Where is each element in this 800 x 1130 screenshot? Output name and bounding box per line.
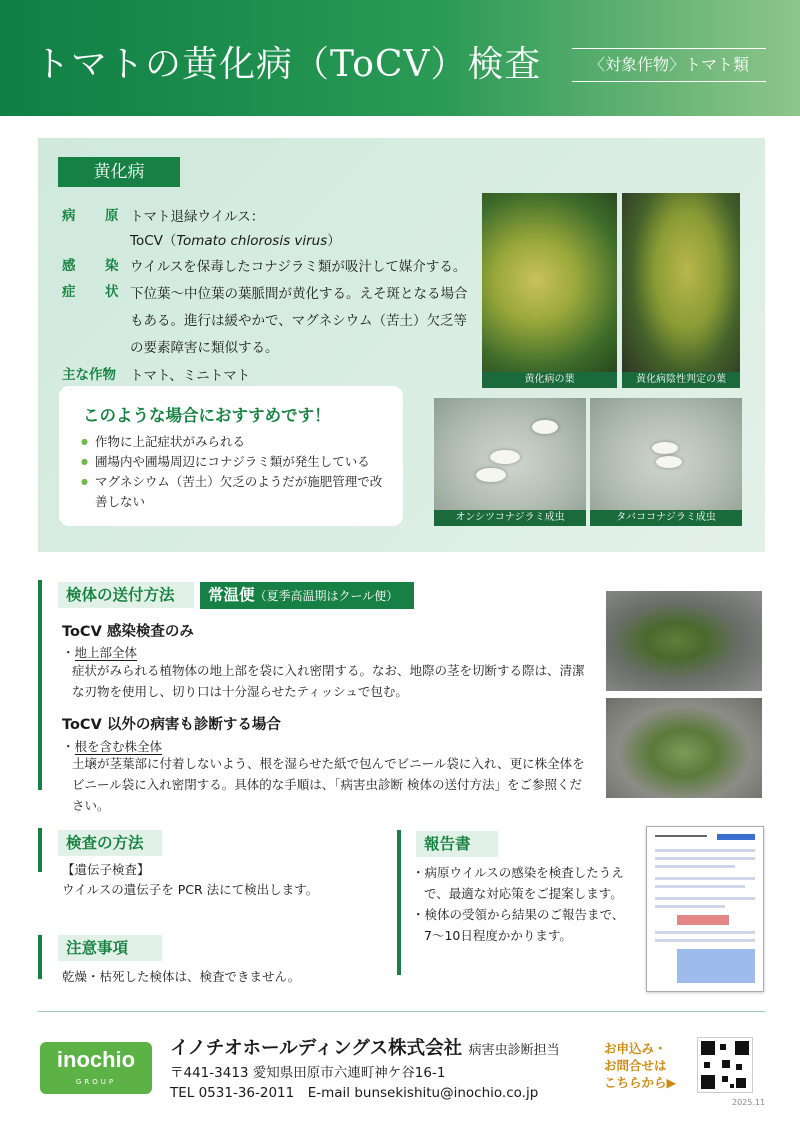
case2-subtitle: ・根を含む株全体 (62, 739, 163, 754)
disease-info-table (62, 205, 477, 390)
section-divider (38, 828, 42, 872)
cut-plant-photo (606, 591, 762, 691)
method-label: 検査の方法 (58, 830, 162, 856)
photo-caption: 黄化病陰性判定の葉 (622, 372, 740, 388)
method-text: ウイルスの遺伝子を PCR 法にて検出します。 (62, 882, 319, 897)
recommendation-box (59, 386, 403, 526)
logo-text: inochio (56, 1047, 136, 1072)
whitefly-shape (476, 468, 506, 482)
footer-divider (38, 1011, 765, 1012)
qr-code[interactable] (697, 1037, 753, 1093)
info-row-pathogen (62, 205, 477, 253)
info-value: ウイルスを保毒したコナジラミ類が吸汁して媒介する。 (130, 259, 467, 275)
photo-caption: タバココナジラミ成虫 (590, 510, 742, 526)
photo-caption: オンシツコナジラミ成虫 (434, 510, 586, 526)
info-label: 主な作物 (62, 367, 116, 383)
address-line: 〒441-3413 愛知県田原市六連町神ケ谷16-1 (170, 1065, 446, 1081)
recommendation-title: このような場合におすすめです！ (83, 406, 331, 425)
info-value: 下位葉〜中位葉の葉脈間が黄化する。えそ斑となる場合もある。進行は緩やかで、マグネシウム（苦土）欠乏等の要素障害に類似する。 (130, 286, 468, 356)
shipping-mode-main: 常温便 (208, 586, 255, 604)
report-label: 報告書 (416, 831, 498, 857)
info-label: 感 染 (62, 258, 127, 274)
yellowing-leaf-photo (482, 193, 617, 388)
disease-heading: 黄化病 (58, 157, 180, 187)
section-divider (38, 580, 42, 790)
company-title: イノチオホールディングス株式会社 (170, 1038, 463, 1059)
pathogen-name: トマト退緑ウイルス： (130, 209, 265, 225)
company-address (170, 1063, 538, 1103)
photo-caption: 黄化病の葉 (482, 372, 617, 388)
report-item: ・検体の受領から結果のご報告まで、7〜10日程度かかります。 (412, 907, 625, 943)
shipping-mode-note: （夏季高温期はクール便） (254, 589, 399, 603)
info-label: 病 原 (62, 208, 127, 224)
report-sample-image (646, 826, 764, 992)
inochio-logo (40, 1042, 152, 1094)
caution-text: 乾燥・枯死した検体は、検査できません。 (62, 969, 301, 984)
case1-subtitle: ・地上部全体 (62, 645, 138, 660)
whitefly-shape (532, 420, 558, 434)
info-row-crops (62, 364, 477, 388)
info-row-infection (62, 255, 477, 279)
case2-text: 土壌が茎葉部に付着しないよう、根を湿らせた紙で包んでビニール袋に入れ、更に株全体をビニール袋に入れ密閉する。具体的な手順は、「病害虫診断 検体の送付方法」をご参照ください。 (72, 756, 585, 813)
info-label: 症 状 (62, 284, 127, 300)
cta-line: こちらから▶ (604, 1075, 677, 1090)
shipping-mode (200, 582, 414, 609)
bagged-plant-photo (606, 698, 762, 798)
page-title: トマトの黄化病（ToCV）検査 (34, 44, 542, 85)
list-item: ● 作物に上記症状がみられる (81, 432, 391, 452)
info-value: トマト、ミニトマト (130, 368, 251, 384)
header-banner (0, 0, 800, 116)
info-row-symptom (62, 281, 477, 362)
contact-line[interactable]: TEL 0531-36-2011 E-mail bunsekishitu@inochio.co.jp (170, 1085, 539, 1101)
shipping-label: 検体の送付方法 (58, 582, 194, 608)
target-crop-label: 〈対象作物〉トマト類 (572, 48, 766, 82)
whitefly-shape (490, 450, 520, 464)
case2-title: ToCV 以外の病害も診断する場合 (62, 717, 281, 733)
issue-date: 2025.11 (732, 1098, 766, 1107)
whitefly-shape (656, 456, 682, 468)
report-item: ・病原ウイルスの感染を検査したうえで、最適な対応策をご提案します。 (412, 865, 624, 901)
section-divider (397, 830, 401, 975)
cta-line: お申込み・ (604, 1041, 667, 1056)
company-name (170, 1034, 560, 1060)
method-type: 【遺伝子検査】 (62, 862, 150, 877)
section-divider (38, 935, 42, 979)
department: 病害虫診断担当 (468, 1043, 560, 1058)
greenhouse-whitefly-photo (434, 398, 586, 526)
list-item: ● 圃場内や圃場周辺にコナジラミ類が発生している (81, 452, 391, 472)
pathogen-scientific: ToCV（Tomato chlorosis virus） (130, 233, 341, 249)
case1-title: ToCV 感染検査のみ (62, 624, 194, 640)
logo-subtext: GROUP (75, 1078, 117, 1086)
info-value (130, 205, 477, 253)
case1-text: 症状がみられる植物体の地上部を袋に入れ密閉する。なお、地際の茎を切断する際は、清潔な刃物を使用し、切り口は十分湿らせたティッシュで包む。 (72, 663, 585, 699)
whitefly-shape (652, 442, 678, 454)
negative-leaf-photo (622, 193, 740, 388)
recommendation-list (81, 432, 391, 512)
inquiry-cta[interactable] (604, 1040, 676, 1091)
caution-label: 注意事項 (58, 935, 162, 961)
cta-line: お問合せは (604, 1058, 667, 1073)
list-item: ● マグネシウム（苦土）欠乏のようだが施肥管理で改善しない (81, 472, 391, 512)
tobacco-whitefly-photo (590, 398, 742, 526)
